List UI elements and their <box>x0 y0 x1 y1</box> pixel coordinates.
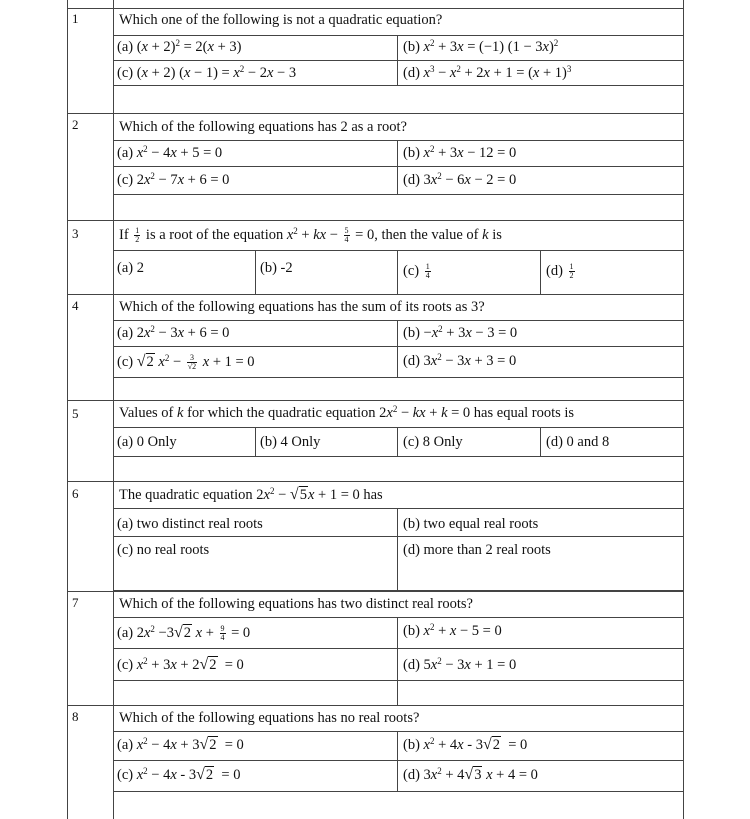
grid-line <box>113 194 683 195</box>
grid-line <box>113 760 683 761</box>
grid-line <box>113 250 683 251</box>
option-a: (a) $2x^2 - 3x + 6 = 0$ <box>117 324 230 341</box>
grid-line <box>67 294 683 295</box>
grid-line <box>67 400 683 401</box>
grid-line <box>67 481 683 482</box>
option-b: (b) 4 Only <box>260 434 321 450</box>
grid-line <box>67 8 683 9</box>
option-b: (b) $x^2 + 4x - 3√2 = 0$ <box>403 736 528 753</box>
option-d: (d) $3x^2 - 3x + 3 = 0$ <box>403 352 517 369</box>
option-a: (a) two distinct real roots <box>117 516 263 532</box>
grid-line <box>113 791 683 792</box>
option-b: (b) $x^2 + 3x - 12 = 0$ <box>403 144 517 161</box>
grid-line <box>67 113 683 114</box>
grid-line <box>113 648 683 649</box>
question-number: 6 <box>72 486 79 501</box>
grid-line <box>113 680 683 681</box>
option-a: (a) $x^2 - 4x + 3√2 = 0$ <box>117 736 244 753</box>
option-c: (c) 8 Only <box>403 434 463 450</box>
grid-line <box>397 617 398 705</box>
grid-line <box>113 617 683 618</box>
grid-line <box>113 140 683 141</box>
option-b: (b) $x^2 + x - 5 = 0$ <box>403 622 502 639</box>
question-text: Which of the following equations has two distinct real roots? <box>119 596 473 612</box>
grid-line <box>397 250 398 294</box>
grid-line <box>113 35 683 36</box>
question-text: The quadratic equation $2x^2 - √5x + 1 = 0$ has <box>119 486 383 503</box>
grid-line <box>113 377 683 378</box>
grid-line <box>540 250 541 294</box>
grid-line <box>255 427 256 456</box>
grid-line <box>397 320 398 377</box>
option-c: (c) $2x^2 - 7x + 6 = 0$ <box>117 171 230 188</box>
question-number: 5 <box>72 406 79 421</box>
question-text: Which of the following equations has no real roots? <box>119 710 420 726</box>
option-b: (b) two equal real roots <box>403 516 539 532</box>
grid-line <box>113 346 683 347</box>
option-a: (a) 0 Only <box>117 434 177 450</box>
option-d: (d) more than 2 real roots <box>403 542 551 558</box>
option-c: (c) no real roots <box>117 542 210 558</box>
grid-line <box>113 731 683 732</box>
grid-line <box>113 427 683 428</box>
grid-line <box>67 705 683 706</box>
option-a: (a) $2x^2 -3√2$ x + $\frac{9}{4}$ = 0 <box>117 624 251 643</box>
grid-line <box>397 508 398 590</box>
question-text: If $\frac{1}{2}$ is a root of the equation $x^2$ + kx − $\frac{5}{4}$ = 0, then the value of k is <box>119 226 502 245</box>
option-d: (d) $x^3 - x^2 + 2x + 1 = (x + 1)^3$ <box>403 64 572 81</box>
grid-line <box>113 456 683 457</box>
question-number: 8 <box>72 709 79 724</box>
option-b: (b) $x^2 + 3x = (-1) (1 - 3x)^2$ <box>403 38 559 55</box>
option-c: (c) (x + 2) $(x - 1) = x^2 - 2x - 3$ <box>117 64 297 81</box>
option-a: (a) 2 <box>117 260 144 276</box>
question-text: Which one of the following is not a quadratic equation? <box>119 12 443 28</box>
grid-line <box>113 166 683 167</box>
grid-line <box>113 508 683 509</box>
grid-line <box>255 250 256 294</box>
question-text: Which of the following equations has the sum of its roots as 3? <box>119 299 485 315</box>
grid-line <box>397 427 398 456</box>
question-number: 7 <box>72 595 79 610</box>
option-a: (a) $x^2 - 4x + 5 = 0$ <box>117 144 223 161</box>
question-number: 4 <box>72 298 79 313</box>
grid-line <box>67 0 68 819</box>
grid-line <box>113 60 683 61</box>
grid-line <box>397 140 398 194</box>
grid-line <box>113 0 114 819</box>
option-d: (d) 0 and 8 <box>546 434 610 450</box>
grid-line <box>67 591 683 592</box>
grid-line <box>397 731 398 791</box>
option-c: (c) $x^2 + 3x + 2√2 = 0$ <box>117 656 244 673</box>
question-text: Which of the following equations has 2 as a root? <box>119 119 407 135</box>
option-c: (c) √2 $x^2$ − $\frac{3}{√2}$ x + 1 = 0 <box>117 353 255 372</box>
question-text: Values of k for which the quadratic equation $2x^2$ − kx + k = 0 has equal roots is <box>119 404 575 421</box>
grid-line <box>683 0 684 819</box>
option-d: (d) $\frac{1}{2}$ <box>546 262 574 281</box>
grid-line <box>540 427 541 456</box>
option-d: (d) $3x^2 + 4√3$ x + 4 = 0 <box>403 766 538 783</box>
grid-line <box>113 536 683 537</box>
question-number: 1 <box>72 11 79 26</box>
option-a: (a) $(x + 2)^2 = 2(x + 3)$ <box>117 38 242 55</box>
option-c: (c) $x^2 - 4x - 3√2 = 0$ <box>117 766 241 783</box>
question-number: 2 <box>72 117 79 132</box>
question-number: 3 <box>72 226 79 241</box>
grid-line <box>113 320 683 321</box>
option-b: (b) -2 <box>260 260 293 276</box>
grid-line <box>113 85 683 86</box>
grid-line <box>67 220 683 221</box>
option-c: (c) $\frac{1}{4}$ <box>403 262 430 281</box>
option-b: $(b) -x^2 + 3x - 3 = 0$ <box>403 324 518 341</box>
option-d: (d) $5x^2 - 3x + 1 = 0$ <box>403 656 517 673</box>
option-d: (d) $3x^2 - 6x - 2 = 0$ <box>403 171 517 188</box>
